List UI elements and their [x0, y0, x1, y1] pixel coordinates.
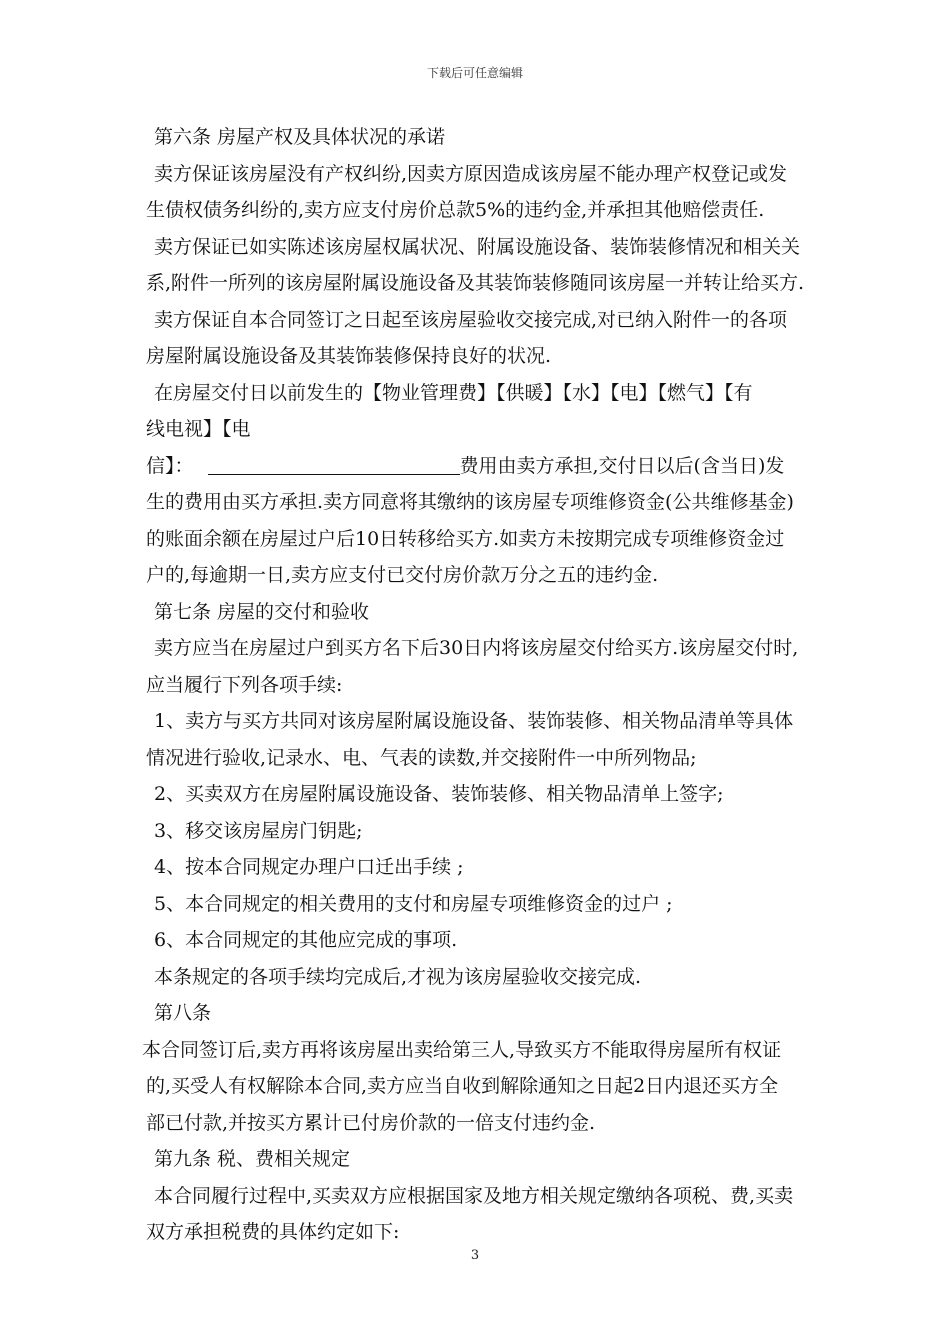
paragraph-line: 生债权债务纠纷的,卖方应支付房价总款5%的违约金,并承担其他赔偿责任.: [146, 199, 765, 221]
paragraph-line: 的,买受人有权解除本合同,卖方应当自收到解除通知之日起2日内退还买方全: [146, 1075, 779, 1097]
paragraph-line: 应当履行下列各项手续:: [146, 673, 343, 696]
paragraph-line: 本合同履行过程中,买卖双方应根据国家及地方相关规定缴纳各项税、费,买卖: [154, 1184, 794, 1207]
paragraph-line: 情况进行验收,记录水、电、气表的读数,并交接附件一中所列物品;: [146, 746, 697, 769]
paragraph-line: 线电视】【电: [146, 418, 251, 440]
page-header: 下载后可任意编辑: [426, 66, 523, 80]
paragraph-line: 房屋附属设施设备及其装饰装修保持良好的状况.: [146, 345, 552, 367]
paragraph-line: 户的,每逾期一日,卖方应支付已交付房价款万分之五的违约金.: [146, 564, 659, 586]
paragraph-line: 卖方保证该房屋没有产权纠纷,因卖方原因造成该房屋不能办理产权登记或发: [154, 162, 788, 185]
paragraph-line: 部已付款,并按买方累计已付房价款的一倍支付违约金.: [146, 1111, 596, 1134]
list-item: 3、移交该房屋房门钥匙;: [154, 819, 363, 842]
fee-text: 费用由卖方承担,交付日以后(含当日)发: [459, 454, 785, 477]
paragraph-line-with-blank: [146, 448, 806, 485]
paragraph-line: 双方承担税费的具体约定如下:: [146, 1221, 400, 1243]
paragraph-line: 卖方保证自本合同签订之日起至该房屋验收交接完成,对已纳入附件一的各项: [154, 308, 788, 331]
list-item: 5、本合同规定的相关费用的支付和房屋专项维修资金的过户 ;: [154, 892, 673, 915]
paragraph-line: 生的费用由买方承担.卖方同意将其缴纳的该房屋专项维修资金(公共维修基金): [146, 491, 794, 513]
paragraph-line: 卖方保证已如实陈述该房屋权属状况、附属设施设备、装饰装修情况和相关关: [154, 235, 801, 258]
fill-in-blank: [208, 455, 460, 475]
paragraph-line: 本条规定的各项手续均完成后,才视为该房屋验收交接完成.: [154, 965, 642, 988]
list-item: 4、按本合同规定办理户口迁出手续 ;: [154, 856, 464, 878]
page-number: 3: [470, 1248, 480, 1263]
article-8-heading: 第八条: [154, 1002, 212, 1024]
article-9-heading: 第九条 税、费相关规定: [154, 1148, 351, 1170]
paragraph-line: 系,附件一所列的该房屋附属设施设备及其装饰装修随同该房屋一并转让给买方.: [146, 272, 805, 294]
fee-label: 信】：: [146, 454, 194, 477]
article-7-heading: 第七条 房屋的交付和验收: [154, 600, 370, 623]
paragraph-line: 的账面余额在房屋过户后10日转移给买方.如卖方未按期完成专项维修资金过: [146, 527, 785, 550]
paragraph-line: 卖方应当在房屋过户到买方名下后30日内将该房屋交付给买方.该房屋交付时,: [154, 637, 799, 659]
paragraph-line: 本合同签订后,卖方再将该房屋出卖给第三人,导致买方不能取得房屋所有权证: [142, 1038, 782, 1061]
list-item: 1、卖方与买方共同对该房屋附属设施设备、装饰装修、相关物品清单等具体: [154, 710, 794, 732]
article-6-heading: 第六条 房屋产权及具体状况的承诺: [154, 126, 446, 148]
list-item: 6、本合同规定的其他应完成的事项.: [154, 929, 458, 951]
list-item: 2、买卖双方在房屋附属设施设备、装饰装修、相关物品清单上签字;: [154, 783, 724, 805]
document-body: [142, 119, 806, 1251]
paragraph-line: 在房屋交付日以前发生的【物业管理费】【供暖】【水】【电】【燃气】【有: [154, 381, 753, 404]
